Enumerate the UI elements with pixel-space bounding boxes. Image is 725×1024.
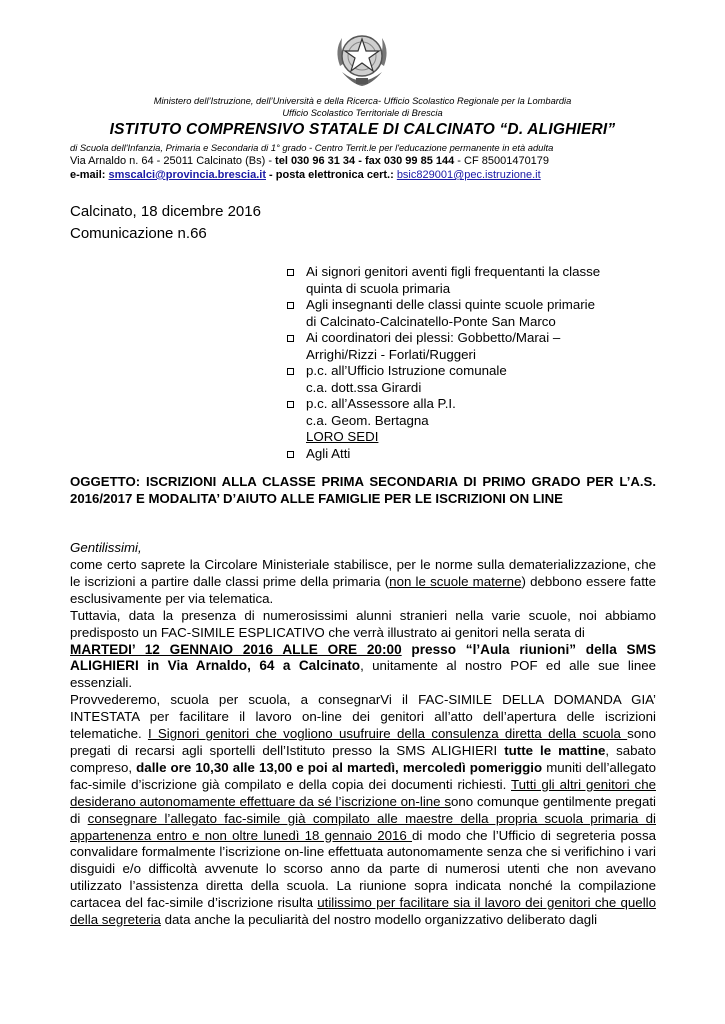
body-text: sono pregati di recarsi agli sportelli dell’Istituto presso la SMS ALIGHIERI (70, 726, 657, 758)
recipient-line: c.a. Geom. Bertagna (306, 412, 429, 428)
school-name: ISTITUTO COMPRENSIVO STATALE DI CALCINATO “D. ALIGHIERI” (109, 121, 616, 138)
email-link[interactable]: smscalci@provincia.brescia.it (108, 169, 266, 181)
underlined-text: non le scuole materne (389, 573, 522, 589)
recipient-item (284, 264, 684, 297)
recipient-item (284, 396, 684, 446)
greeting-comma: , (137, 540, 142, 555)
tax-code: - CF 85001470179 (454, 155, 550, 167)
communication-number: Comunicazione n.66 (70, 225, 207, 242)
address-text: Via Arnaldo n. 64 - 25011 Calcinato (Bs) - (70, 155, 276, 167)
bold-text: tutte le mattine (504, 742, 606, 758)
recipient-item (284, 330, 684, 363)
recipient-line: p.c. all’Ufficio Istruzione comunale (306, 363, 507, 378)
recipient-line: Arrighi/Rizzi - Forlati/Ruggeri (306, 346, 476, 362)
pec-label: - posta elettronica cert.: (266, 169, 397, 181)
recipient-line: di Calcinato-Calcinatello-Ponte San Marco (306, 313, 556, 329)
body-text: muniti dell’allegato fac-simile d’iscrizione già compilato e della copia dei documenti richiesti. (70, 759, 656, 792)
recipient-line: c.a. dott.ssa Girardi (306, 379, 422, 395)
deadline-text: consegnare l’allegato fac-simile già compilato alle maestre della propria scuola primaria di appartenenza entro e non oltre lunedì 18 gennaio 2016 (70, 810, 656, 843)
recipient-line: Agli Atti (306, 445, 351, 461)
pec-link[interactable]: bsic829001@pec.istruzione.it (396, 169, 541, 181)
body-text: Provvederemo, scuola per scuola, a consegnarVi il FAC-SIMILE DELLA DOMANDA GIA’ INTESTATA per facilitare il lavoro on-line dei genitori all’atto dell’apertura delle iscrizioni telematiche. (70, 692, 656, 742)
phone-fax: tel 030 96 31 34 - fax 030 99 85 144 (275, 155, 455, 167)
paragraph-4 (70, 692, 656, 929)
document-date: Calcinato, 18 dicembre 2016 (70, 203, 261, 220)
ministry-header (0, 95, 725, 119)
recipient-line: quinta di scuola primaria (306, 280, 451, 296)
recipient-line: Ai signori genitori aventi figli frequentanti la classe (306, 264, 601, 279)
checkbox-bullet-icon (287, 302, 294, 309)
email-label: e-mail: (70, 169, 109, 181)
recipient-item (284, 297, 684, 330)
checkbox-bullet-icon (287, 401, 294, 408)
school-contacts (70, 169, 541, 181)
checkbox-bullet-icon (287, 269, 294, 276)
subject-heading: OGGETTO: ISCRIZIONI ALLA CLASSE PRIMA SECONDARIA DI PRIMO GRADO PER L’A.S. 2016/2017 E MODALITA’ D’AIUTO ALLE FAMIGLIE PER LE ISCRIZIONI ON LINE (70, 474, 656, 506)
ministry-line-2: Ufficio Scolastico Territoriale di Brescia (282, 108, 443, 118)
body-text: come certo saprete la Circolare Ministeriale stabilisce, per le norme sulla dematerializzazione, che le iscrizioni a partire dalle classi prime della primaria ( (70, 557, 656, 589)
checkbox-bullet-icon (287, 335, 294, 342)
body-text: , sabato compreso, (70, 742, 656, 775)
body-text: data anche la peculiarità del nostro modello organizzativo deliberato dagli (160, 912, 598, 928)
body-text: , unitamente al nostro POF ed alle sue linee essenziali. (70, 658, 657, 691)
paragraph-1 (70, 557, 656, 608)
underlined-text: Tutti gli altri genitori che desiderano autonomamente effettuare da sé l’iscrizione on-line s (70, 776, 656, 809)
greeting-text: Gentilissimi (70, 540, 138, 555)
checkbox-bullet-icon (287, 451, 294, 458)
recipient-item (284, 446, 684, 463)
recipient-item (284, 363, 684, 396)
body-text: ) debbono essere fatte esclusivamente per via telematica. (70, 573, 656, 606)
recipients-list (284, 264, 684, 462)
meeting-place: presso “l’Aula riunioni” della SMS ALIGHIERI in Via Arnaldo, 64 a Calcinato (70, 641, 657, 674)
loro-sedi: LORO SEDI (306, 429, 379, 444)
checkbox-bullet-icon (287, 368, 294, 375)
body-text: di modo che l’Ufficio di segreteria possa convalidare formalmente l’iscrizione on-line effettuata autonomamente senza che si verifichino i vari disguidi e/o difficoltà avvenute lo scorso anno da parte di numerosi utenti che non avevano utilizzato l’assistenza diretta della scuola. La riunione sopra indicata nonché la compilazione cartacea del fac-simile d’iscrizione risulta (70, 827, 656, 911)
office-hours: dalle ore 10,30 alle 13,00 e poi al martedì, mercoledì pomeriggio (136, 759, 543, 775)
recipient-line: Ai coordinatori dei plessi: Gobbetto/Marai – (306, 330, 561, 345)
paragraph-2: Tuttavia, data la presenza di numerosissimi alunni stranieri nella varie scuole, noi abbiamo predisposto un FAC-SIMILE ESPLICATIVO che verrà illustrato ai genitori nella serata di (70, 607, 656, 640)
paragraph-3 (70, 642, 656, 693)
meeting-date: MARTEDI’ 12 GENNAIO 2016 ALLE ORE 20:00 (70, 641, 402, 657)
ministry-line-1: Ministero dell’Istruzione, dell’Università e della Ricerca- Ufficio Scolastico Regionale per la Lombardia (153, 96, 572, 106)
greeting (70, 540, 656, 557)
underlined-text: I Signori genitori che vogliono usufruire della consulenza diretta della scuola (147, 726, 628, 742)
school-address (70, 155, 549, 167)
underlined-text: utilissimo per facilitare sia il lavoro dei genitori che quello della segreteria (70, 895, 657, 928)
letter-body (70, 557, 656, 929)
recipient-line: Agli insegnanti delle classi quinte scuole primarie (306, 297, 595, 312)
recipient-line: p.c. all’Assessore alla P.I. (306, 396, 456, 411)
school-subtitle: di Scuola dell'Infanzia, Primaria e Secondaria di 1° grado - Centro Territ.le per l'educazione permanente in età adulta (70, 142, 554, 153)
body-text: ono comunque gentilmente pregati di (70, 793, 656, 826)
republic-emblem-icon (332, 26, 392, 90)
